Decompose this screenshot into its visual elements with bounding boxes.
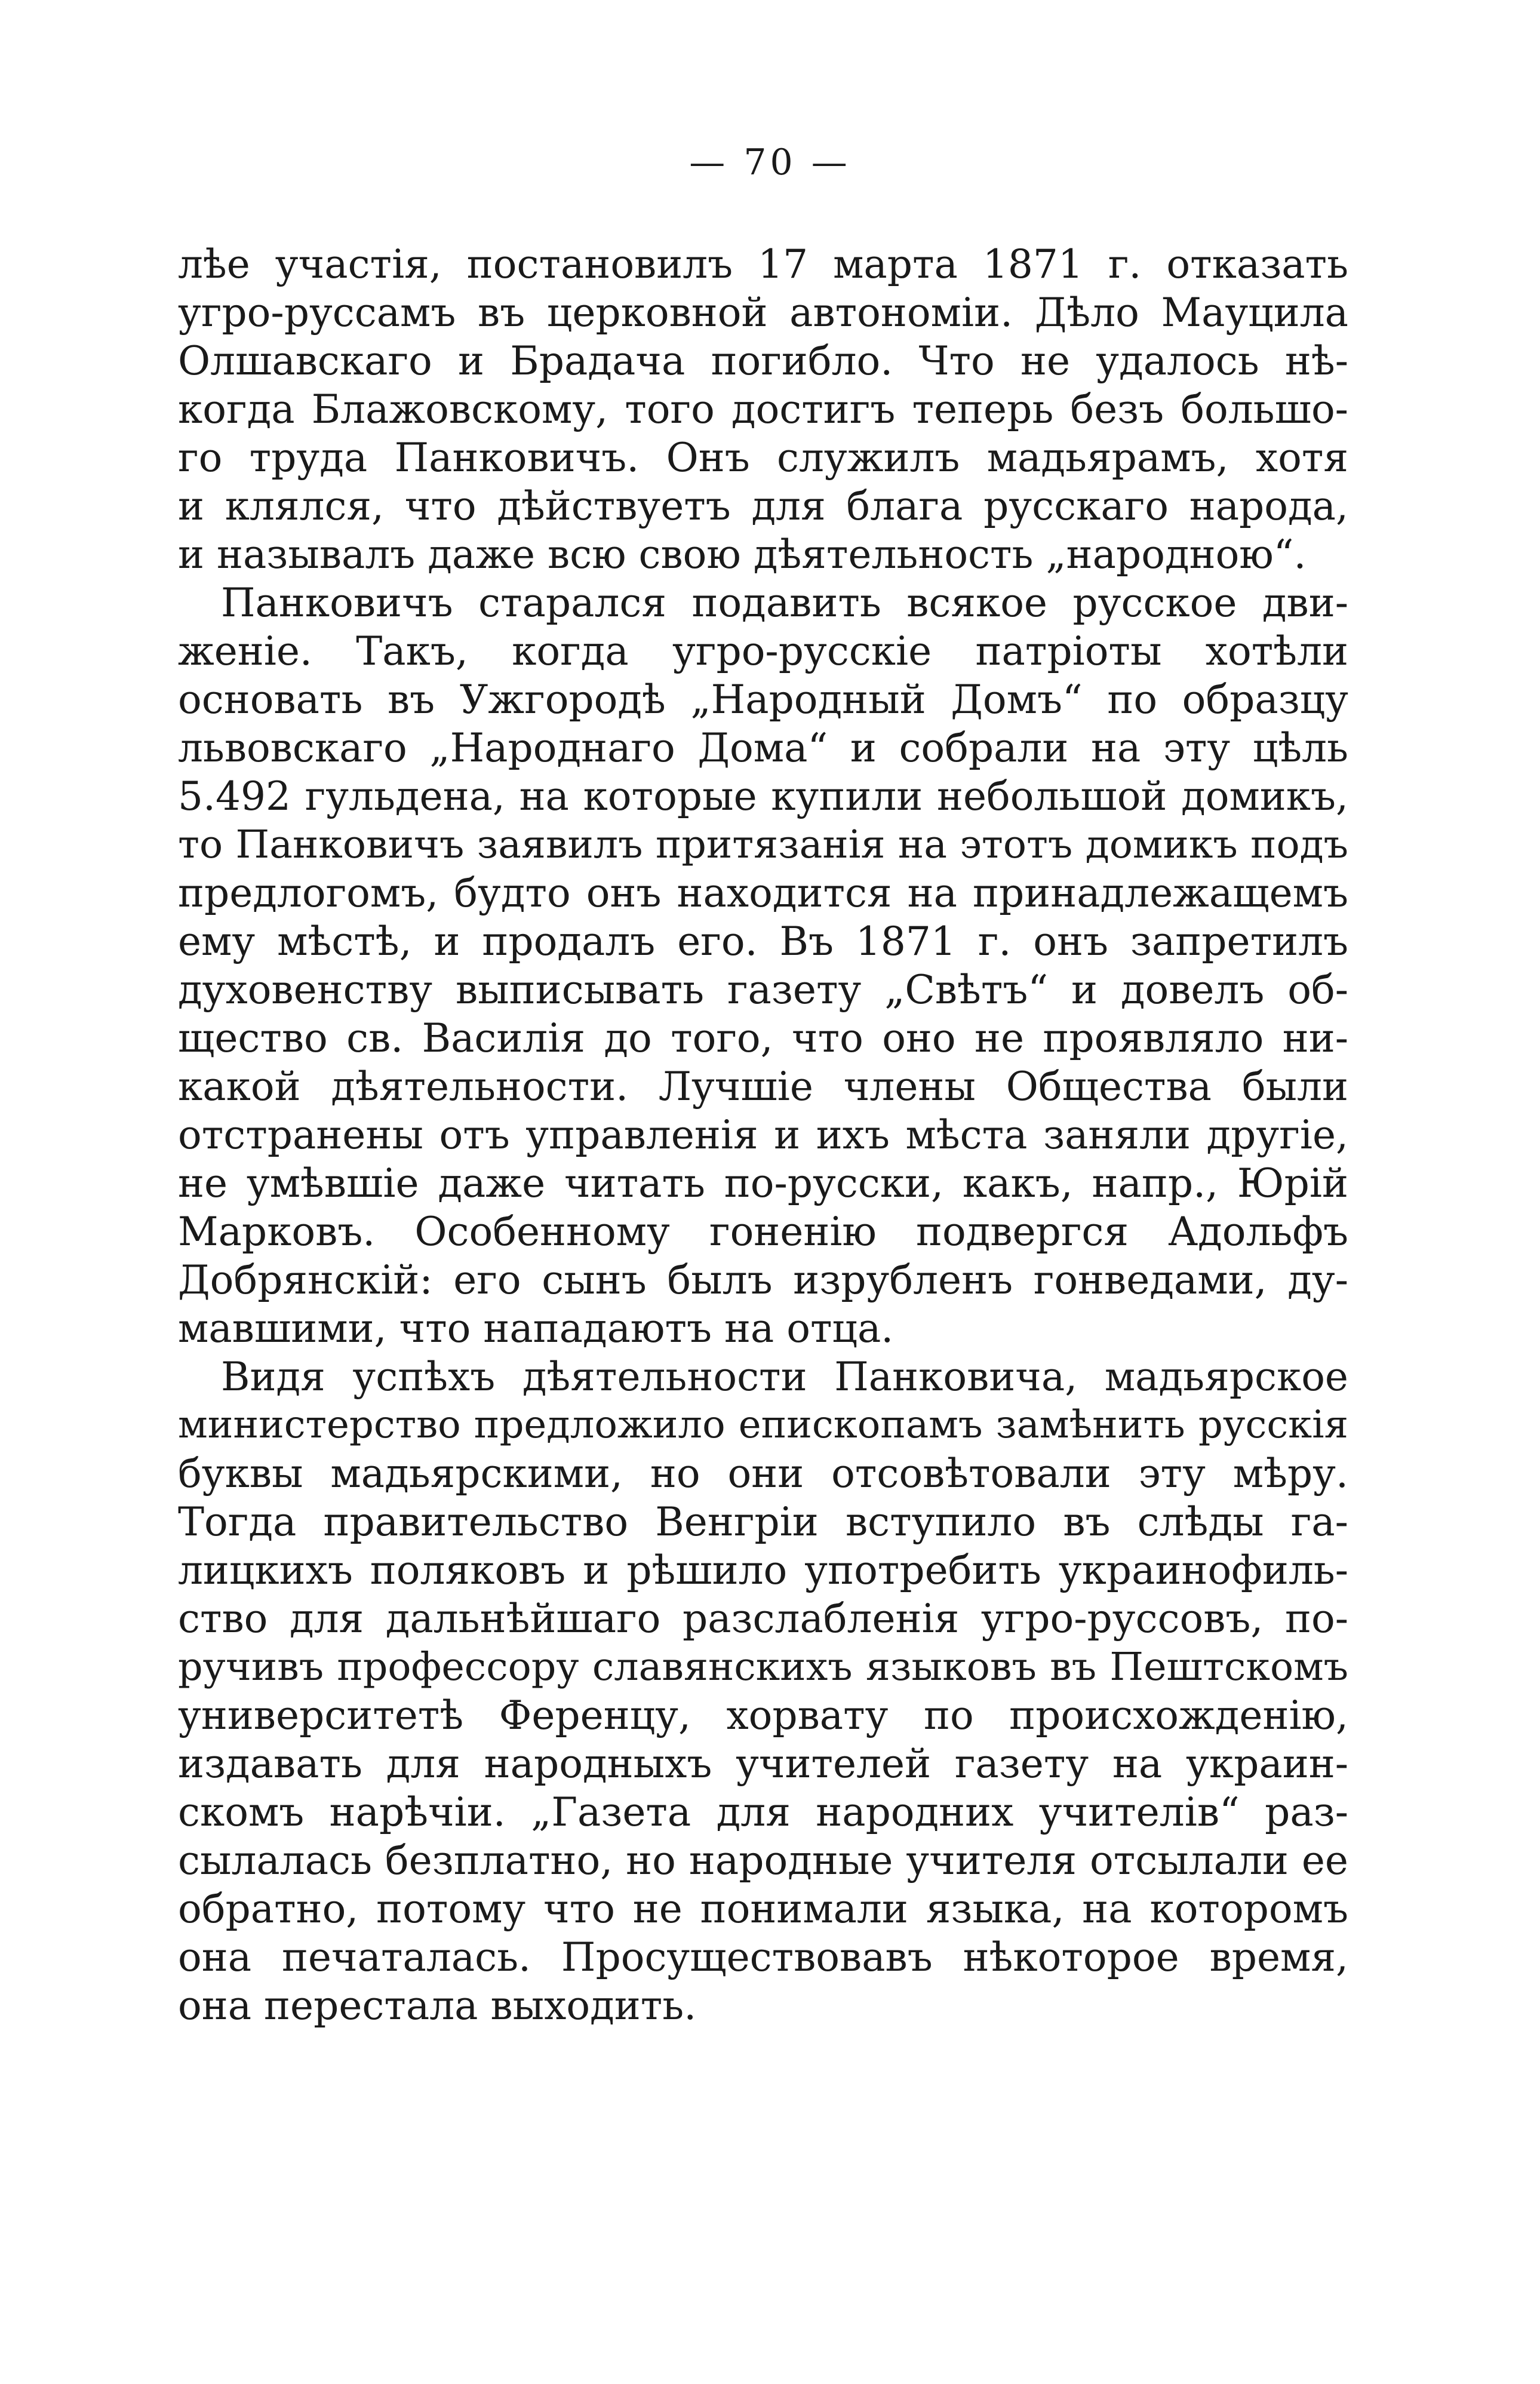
text-line: и называлъ даже всю свою дѣятельность „народною“. bbox=[178, 532, 1307, 577]
text-line: она печаталась. Просуществовавъ нѣкоторое время, bbox=[178, 1934, 1348, 1980]
text-line: основать въ Ужгородѣ „Народный Домъ“ по образцу bbox=[178, 677, 1348, 723]
text-line: щество св. Василія до того, что оно не проявляло ни- bbox=[178, 1015, 1348, 1061]
text-line: Панковичъ старался подавить всякое русское дви- bbox=[221, 580, 1348, 626]
paragraph bbox=[178, 1353, 1348, 2030]
text-line: ство для дальнѣйшаго разслабленія угро-руссовъ, по- bbox=[178, 1596, 1348, 1642]
text-line: духовенству выписывать газету „Свѣтъ“ и довелъ об- bbox=[178, 967, 1348, 1013]
text-line: лѣе участія, постановилъ 17 марта 1871 г. отказать bbox=[178, 241, 1348, 287]
text-line: Видя успѣхъ дѣятельности Панковича, мадьярское bbox=[221, 1354, 1348, 1400]
text-line: то Панковичъ заявилъ притязанія на этотъ домикъ подъ bbox=[178, 822, 1348, 867]
paragraph bbox=[178, 579, 1348, 1353]
text-line: мавшими, что нападаютъ на отца. bbox=[178, 1305, 894, 1351]
text-line: и клялся, что дѣйствуетъ для блага русскаго народа, bbox=[178, 483, 1348, 529]
text-line: ему мѣстѣ, и продалъ его. Въ 1871 г. онъ запретилъ bbox=[178, 918, 1348, 964]
body-text bbox=[178, 240, 1348, 2030]
text-line: не умѣвшіе даже читать по-русски, какъ, напр., Юрій bbox=[178, 1160, 1348, 1206]
text-line: какой дѣятельности. Лучшіе члены Общества были bbox=[178, 1064, 1348, 1110]
paragraph bbox=[178, 240, 1348, 579]
page-number: — 70 — bbox=[689, 142, 851, 183]
text-line: предлогомъ, будто онъ находится на принадлежащемъ bbox=[178, 870, 1348, 916]
text-line: Марковъ. Особенному гоненію подвергся Адольфъ bbox=[178, 1209, 1348, 1255]
text-line: львовскаго „Народнаго Дома“ и собрали на эту цѣль bbox=[178, 725, 1348, 771]
text-line: Олшавскаго и Брадача погибло. Что не удалось нѣ- bbox=[178, 338, 1348, 384]
text-line: Тогда правительство Венгріи вступило въ слѣды га- bbox=[178, 1499, 1348, 1545]
text-line: женіе. Такъ, когда угро-русскіе патріоты хотѣли bbox=[178, 628, 1348, 674]
text-line: Добрянскій: его сынъ былъ изрубленъ гонведами, ду- bbox=[178, 1257, 1348, 1303]
text-line: она перестала выходить. bbox=[178, 1983, 697, 2029]
text-line: буквы мадьярскими, но они отсовѣтовали эту мѣру. bbox=[178, 1451, 1348, 1497]
text-line: когда Блажовскому, того достигъ теперь безъ большо- bbox=[178, 386, 1348, 432]
text-line: лицкихъ поляковъ и рѣшило употребить украинофиль- bbox=[178, 1547, 1348, 1593]
text-line: издавать для народныхъ учителей газету на украин- bbox=[178, 1741, 1348, 1787]
text-line: 5.492 гульдена, на которые купили небольшой домикъ, bbox=[178, 773, 1348, 819]
text-line: сылалась безплатно, но народные учителя отсылали ее bbox=[178, 1838, 1348, 1884]
text-line: обратно, потому что не понимали языка, на которомъ bbox=[178, 1886, 1348, 1932]
text-line: скомъ нарѣчіи. „Газета для народних учителів“ раз- bbox=[178, 1789, 1348, 1835]
text-line: го труда Панковичъ. Онъ служилъ мадьярамъ, хотя bbox=[178, 435, 1348, 481]
text-line: угро-руссамъ въ церковной автономіи. Дѣло Мауцила bbox=[178, 290, 1348, 336]
text-line: ручивъ профессору славянскихъ языковъ въ Пештскомъ bbox=[178, 1645, 1348, 1689]
text-line: отстранены отъ управленія и ихъ мѣста заняли другіе, bbox=[178, 1112, 1348, 1158]
text-line: министерство предложило епископамъ замѣнить русскія bbox=[178, 1403, 1348, 1447]
text-line: университетѣ Ференцу, хорвату по происхожденію, bbox=[178, 1692, 1348, 1738]
